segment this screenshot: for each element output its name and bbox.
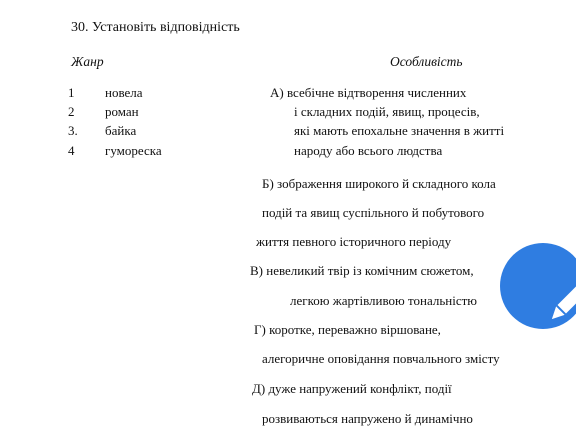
genre-name: роман <box>105 104 139 119</box>
genre-name: гумореска <box>105 143 162 158</box>
genre-number: 2 <box>68 104 75 119</box>
option-a-line: А) всебічне відтворення численних <box>270 85 467 100</box>
option-g-line: алегоричне оповідання повчального змісту <box>262 351 500 366</box>
option-a-line: народу або всього людства <box>294 143 443 158</box>
genre-name: новела <box>105 85 143 100</box>
option-b-line: життя певного історичного періоду <box>256 234 452 249</box>
pencil-icon <box>500 243 576 329</box>
option-b-line: Б) зображення широкого й складного кола <box>262 176 496 191</box>
option-g-line: Г) коротке, переважно віршоване, <box>254 322 441 337</box>
column-header-feature: Особливість <box>390 54 463 69</box>
task-title: 30. Установіть відповідність <box>71 20 240 35</box>
option-v-line: В) невеликий твір із комічним сюжетом, <box>250 263 474 278</box>
genre-number: 1 <box>68 85 75 100</box>
option-b-line: подій та явищ суспільного й побутового <box>262 205 485 220</box>
genre-number: 4 <box>68 143 75 158</box>
option-a-line: і складних подій, явищ, процесів, <box>294 104 480 119</box>
option-v-line: легкою жартівливою тональністю <box>290 293 478 308</box>
option-d-line: розвиваються напружено й динамічно <box>262 411 473 426</box>
edit-fab-button[interactable] <box>500 243 576 329</box>
genre-name: байка <box>105 123 137 138</box>
option-a-line: які мають епохальне значення в житті <box>294 123 505 138</box>
genre-number: 3. <box>68 123 78 138</box>
option-d-line: Д) дуже напружений конфлікт, події <box>252 381 452 396</box>
column-header-genre: Жанр <box>71 54 104 69</box>
